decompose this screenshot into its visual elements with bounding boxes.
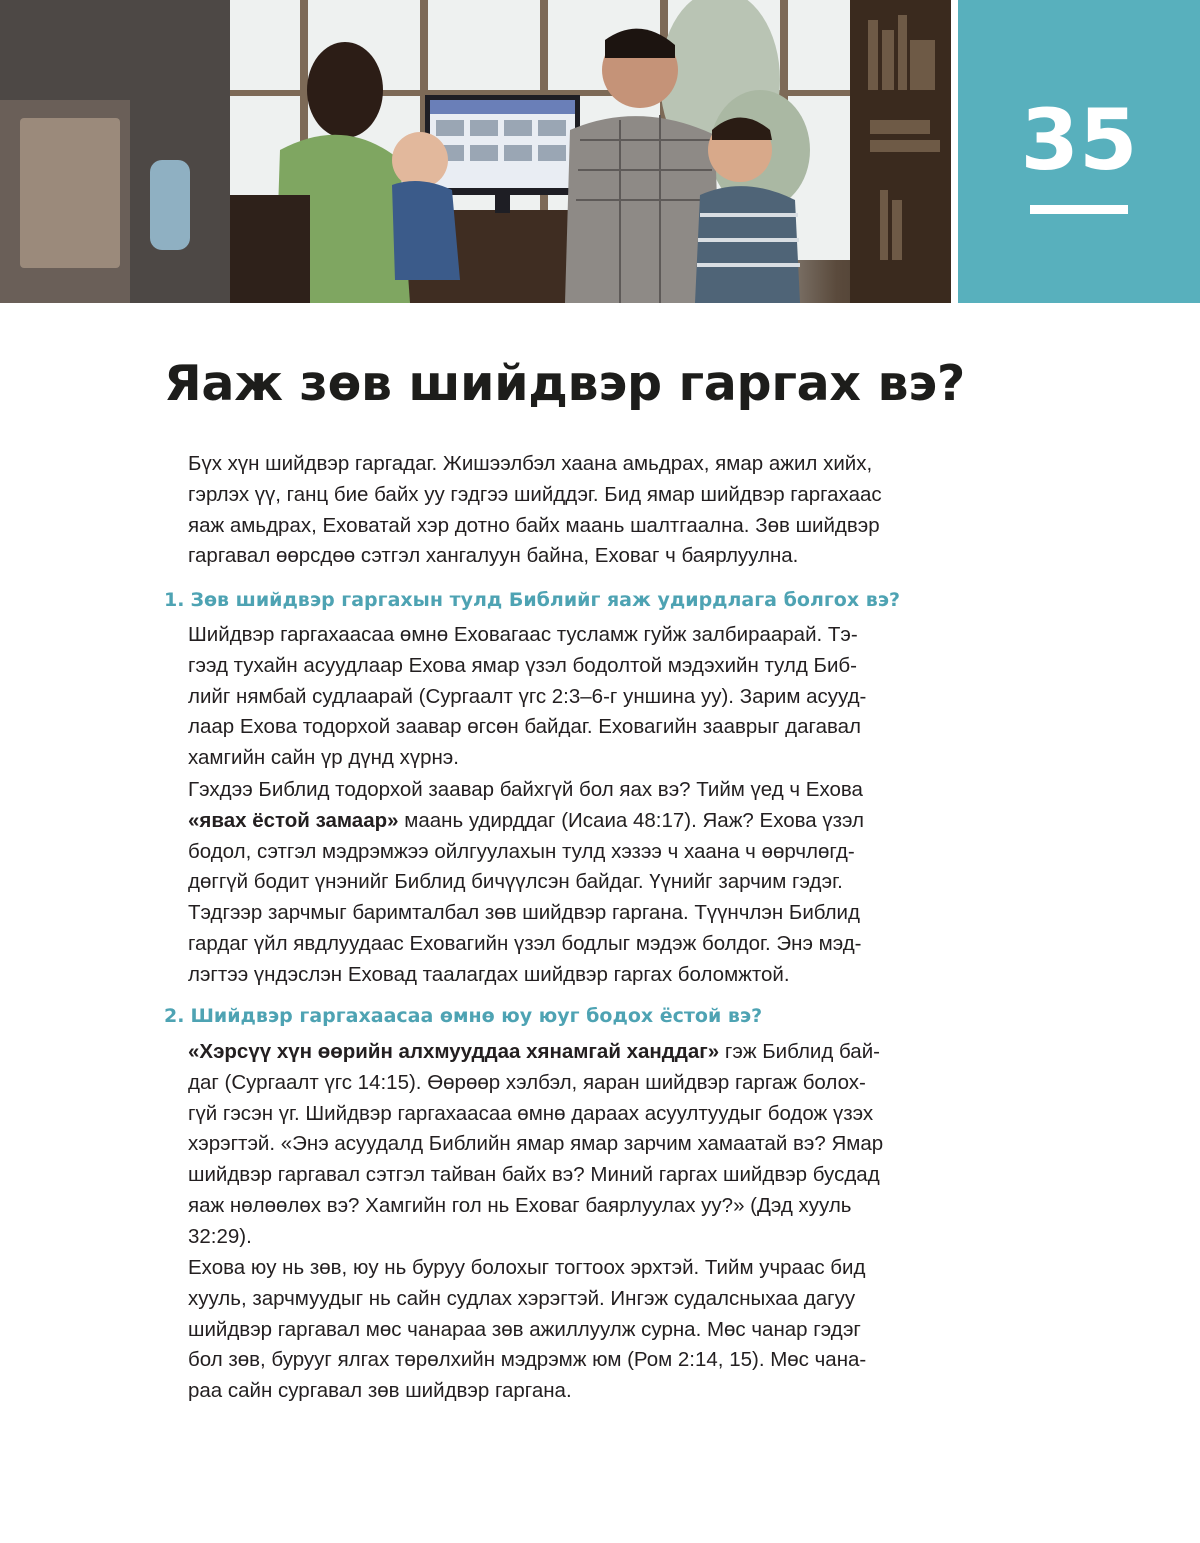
question-heading-1 <box>164 589 964 612</box>
text-line: Гэхдээ Библид тодорхой заавар байхгүй бол яах вэ? Тийм үед ч Ехова <box>188 778 863 801</box>
text-line: бол зөв, бурууг ялгах төрөлхийн мэдрэмж юм (Ром 2:14, 15). Мөс чана- <box>188 1348 867 1372</box>
text-line <box>188 1037 954 1068</box>
question-heading-2 <box>164 1005 964 1028</box>
question-text: Шийдвэр гаргахаасаа өмнө юу юуг бодох ёстой вэ? <box>190 1005 763 1027</box>
scripture-quote: «явах ёстой замаар» <box>188 808 399 832</box>
text-run: гэж Библид бай- <box>719 1040 880 1063</box>
text-line: яаж нөлөөлөх вэ? Хамгийн гол нь Еховаг баярлуулах уу?» (Дэд хууль <box>188 1193 852 1217</box>
text-line: бодол, сэтгэл мэдрэмжээ ойлгуулахын тулд хэзээ ч хаана ч өөрчлөгд- <box>188 839 855 863</box>
chapter-number: 35 <box>1020 91 1138 189</box>
text-line: раа сайн сургавал зөв шийдвэр гаргана. <box>188 1379 572 1403</box>
section-1-paragraph-2 <box>188 775 954 991</box>
text-run: маань удирддаг (Исаиа 48:17). Яаж? Ехова үзэл <box>398 808 864 832</box>
question-text: Зөв шийдвэр гаргахын тулд Библийг яаж удирдлага болгох вэ? <box>190 589 901 611</box>
text-line: гээд тухайн асуудлаар Ехова ямар үзэл бодолтой мэдэхийн тулд Биб- <box>188 653 857 677</box>
text-line: Бүх хүн шийдвэр гаргадаг. Жишээлбэл хаана амьдрах, ямар ажил хийх, <box>188 452 873 475</box>
text-line: гардаг үйл явдлуудаас Еховагийн үзэл бодлыг мэдэж болдог. Энэ мэд- <box>188 931 862 955</box>
text-line: даг (Сургаалт үгс 14:15). Өөрөөр хэлбэл, яаран шийдвэр гаргаж болох- <box>188 1070 866 1094</box>
text-line: лаар Ехова тодорхой заавар өгсөн байдаг. Еховагийн зааврыг дагавал <box>188 715 861 739</box>
section-1-paragraph-1 <box>188 620 954 774</box>
chapter-underline <box>1030 205 1128 214</box>
page-title: Яаж зөв шийдвэр гаргах вэ? <box>164 355 966 412</box>
text-line: хамгийн сайн үр дүнд хүрнэ. <box>188 746 459 770</box>
text-line <box>188 806 954 837</box>
question-number: 2. <box>164 1005 185 1027</box>
text-line: гүй гэсэн үг. Шийдвэр гаргахаасаа өмнө дараах асуултуудыг бодож үзэх <box>188 1101 874 1125</box>
text-line: 32:29). <box>188 1224 252 1248</box>
chapter-tab <box>958 0 1200 303</box>
text-line: яаж амьдрах, Еховатай хэр дотно байх маань шалтгаална. Зөв шийдвэр <box>188 513 880 537</box>
text-line: лэгтээ үндэслэн Еховад таалагдах шийдвэр гаргах боломжтой. <box>188 962 790 986</box>
text-line: лийг нямбай судлаарай (Сургаалт үгс 2:3–6-г уншина уу). Зарим асууд- <box>188 684 867 708</box>
family-computer-illustration <box>0 0 951 303</box>
text-line: хэрэгтэй. «Энэ асуудалд Библийн ямар ямар зарчим хамаатай вэ? Ямар <box>188 1132 884 1156</box>
scripture-quote: «Хэрсүү хүн өөрийн алхмууддаа хянамгай ханддаг» <box>188 1040 720 1063</box>
section-2-paragraph-1 <box>188 1037 954 1253</box>
text-line: гаргавал өөрсдөө сэтгэл хангалуун байна, Еховаг ч баярлуулна. <box>188 544 799 568</box>
text-line: хууль, зарчмуудыг нь сайн судлах хэрэгтэй. Ингэж судалсныхаа дагуу <box>188 1286 856 1310</box>
text-line: Шийдвэр гаргахаасаа өмнө Еховагаас тусламж гуйж залбираарай. Тэ- <box>188 623 858 646</box>
text-line: гэрлэх үү, ганц бие байх уу гэдгээ шийддэг. Бид ямар шийдвэр гаргахаас <box>188 482 882 506</box>
intro-paragraph <box>188 449 954 572</box>
question-number: 1. <box>164 589 185 611</box>
text-line: Тэдгээр зарчмыг баримталбал зөв шийдвэр гаргана. Түүнчлэн Библид <box>188 901 860 925</box>
text-line: дөггүй бодит үнэнийг Библид бичүүлсэн байдаг. Үүнийг зарчим гэдэг. <box>188 870 843 894</box>
text-line: Ехова юу нь зөв, юу нь буруу болохыг тогтоох эрхтэй. Тийм учраас бид <box>188 1256 866 1279</box>
text-line: шийдвэр гаргавал сэтгэл тайван байх вэ? Миний гаргах шийдвэр бусдад <box>188 1163 880 1187</box>
text-line: шийдвэр гаргавал мөс чанараа зөв ажиллуулж сурна. Мөс чанар гэдэг <box>188 1317 861 1341</box>
section-2-paragraph-2 <box>188 1253 954 1407</box>
header-photo <box>0 0 951 303</box>
